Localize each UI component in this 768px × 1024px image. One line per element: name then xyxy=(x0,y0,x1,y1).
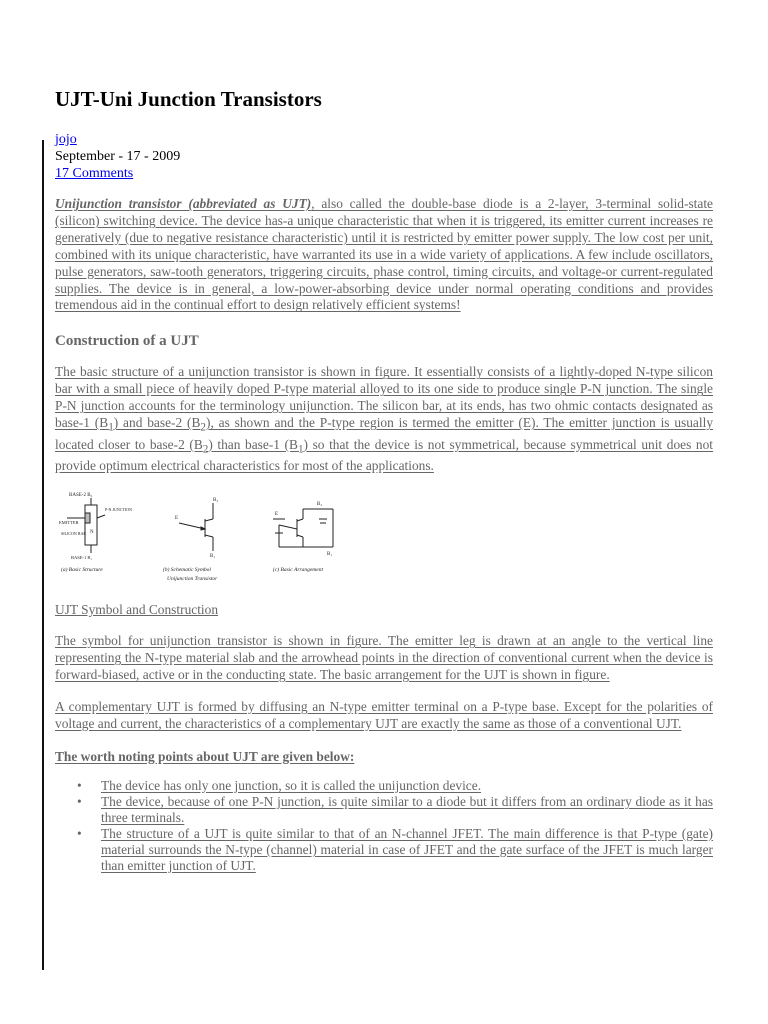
construction-text-e: ) so that the device is not symmetrical, because symmetrical unit does not provide optimum electrical characteristics for most of the applications. xyxy=(55,436,713,474)
caption-b1: (b) Schematic Symbol xyxy=(163,567,211,574)
label-base1: BASE-1 B₁ xyxy=(71,555,92,561)
caption-a: (a) Basic Structure xyxy=(61,567,103,574)
ujt-diagram xyxy=(55,489,355,589)
list-item xyxy=(55,794,713,826)
construction-heading: Construction of a UJT xyxy=(55,333,199,350)
article-date: September - 17 - 2009 xyxy=(55,149,181,164)
list-item-text: The device has only one junction, so it is called the unijunction device. xyxy=(101,777,482,793)
intro-lead: Unijunction transistor (abbreviated as UJT) xyxy=(55,196,312,211)
bullet-icon: • xyxy=(77,793,82,809)
basic-structure-drawing xyxy=(59,493,132,573)
label-b1: B₁ xyxy=(210,554,216,560)
schematic-symbol-drawing xyxy=(163,498,218,582)
author-link[interactable]: jojo xyxy=(55,132,77,147)
points-heading: The worth noting points about UJT are given below: xyxy=(55,748,355,764)
article-meta xyxy=(55,131,713,182)
label-b1-c: B₁ xyxy=(327,552,333,558)
label-base2: BASE-2 B₂ xyxy=(69,493,93,499)
construction-text-c: ), as shown and the P-type region is termed the emitter (E). The emitter junction is usually located closer to base-2 (B xyxy=(55,415,714,452)
ujt-figure xyxy=(55,489,355,589)
list-item-text: The structure of a UJT is quite similar to that of an N-channel JFET. The main difference is that P-type (gate) material surrounds the N-type (channel) material in case of JFET and the gate surface of the JFET is much larger than emitter junction of UJT. xyxy=(101,825,713,873)
subscript: 2 xyxy=(200,421,206,434)
basic-arrangement-drawing xyxy=(273,502,333,573)
intro-paragraph xyxy=(55,196,713,314)
list-item-text: The device, because of one P-N junction, is quite similar to a diode but it differs from an ordinary diode as it has three terminals. xyxy=(101,793,713,825)
bullet-icon: • xyxy=(77,777,82,793)
list-item xyxy=(55,778,713,794)
intro-text: , also called the double-base diode is a 2-layer, 3-terminal solid-state (silicon) switching device. The device has-a unique characteristic that when it is triggered, its emitter current increases re generatively (due to negative resistance characteristic) until it is restricted by emitter power supply. The low cost per unit, combined with its unique characteristic, have warranted its use in a wide variety of applications. A few include oscillators, pulse generators, saw-tooth generators, triggering circuits, phase control, timing circuits, and voltage-or current-regulated supplies. The device is in general, a low-power-absorbing device under normal operating conditions and provides tremendous aid in the continual effort to design relatively efficient systems! xyxy=(55,196,713,313)
article-title: UJT-Uni Junction Transistors xyxy=(55,87,322,111)
construction-text-a: The basic structure of a unijunction transistor is shown in figure. It essentially consists of a lightly-doped N-type silicon bar with a small piece of heavily doped P-type material alloyed to its one side to produce single P-N junction. The single P-N junction accounts for the terminology unijunction. The silicon bar, at its ends, has two ohmic contacts designated as base-1 (B xyxy=(55,364,713,431)
construction-paragraph xyxy=(55,364,713,475)
label-silicon: SILICON BAR xyxy=(61,531,87,537)
symbol-caption: UJT Symbol and Construction xyxy=(55,602,219,618)
complementary-paragraph: A complementary UJT is formed by diffusing an N-type emitter terminal on a P-type base. Except for the polarities of voltage and current, the characteristics of a complementary UJT are exactly the same as those of a conventional UJT. xyxy=(55,698,713,731)
subscript: 1 xyxy=(297,443,304,456)
list-item xyxy=(55,826,713,874)
construction-text-d: ) than base-1 (B xyxy=(208,436,298,452)
caption-b2: Unijunction Transistor xyxy=(167,576,218,583)
label-emitter: EMITTER xyxy=(59,520,79,526)
subscript: 2 xyxy=(202,443,209,456)
points-list xyxy=(55,778,713,874)
label-pn: P-N JUNCTION xyxy=(105,507,132,513)
label-e: E xyxy=(175,516,179,522)
label-b2-c: B₂ xyxy=(317,502,323,508)
label-n: N xyxy=(90,530,94,536)
symbol-paragraph: The symbol for unijunction transistor is shown in figure. The emitter leg is drawn at an angle to the vertical line representing the N-type material slab and the arrowhead points in the direction of conventional current when the device is forward-biased, active or in the conducting state. The basic arrangement for the UJT is shown in figure. xyxy=(55,633,713,682)
article-content xyxy=(55,86,713,874)
label-b2: B₂ xyxy=(213,498,219,504)
comments-link[interactable]: 17 Comments xyxy=(55,166,134,181)
left-margin-rule xyxy=(42,140,44,970)
construction-text-b: ) and base-2 (B xyxy=(113,415,201,431)
subscript: 1 xyxy=(108,421,114,434)
caption-c: (c) Basic Arrangement xyxy=(273,567,323,574)
label-e-c: E xyxy=(275,512,279,518)
bullet-icon: • xyxy=(77,825,82,841)
